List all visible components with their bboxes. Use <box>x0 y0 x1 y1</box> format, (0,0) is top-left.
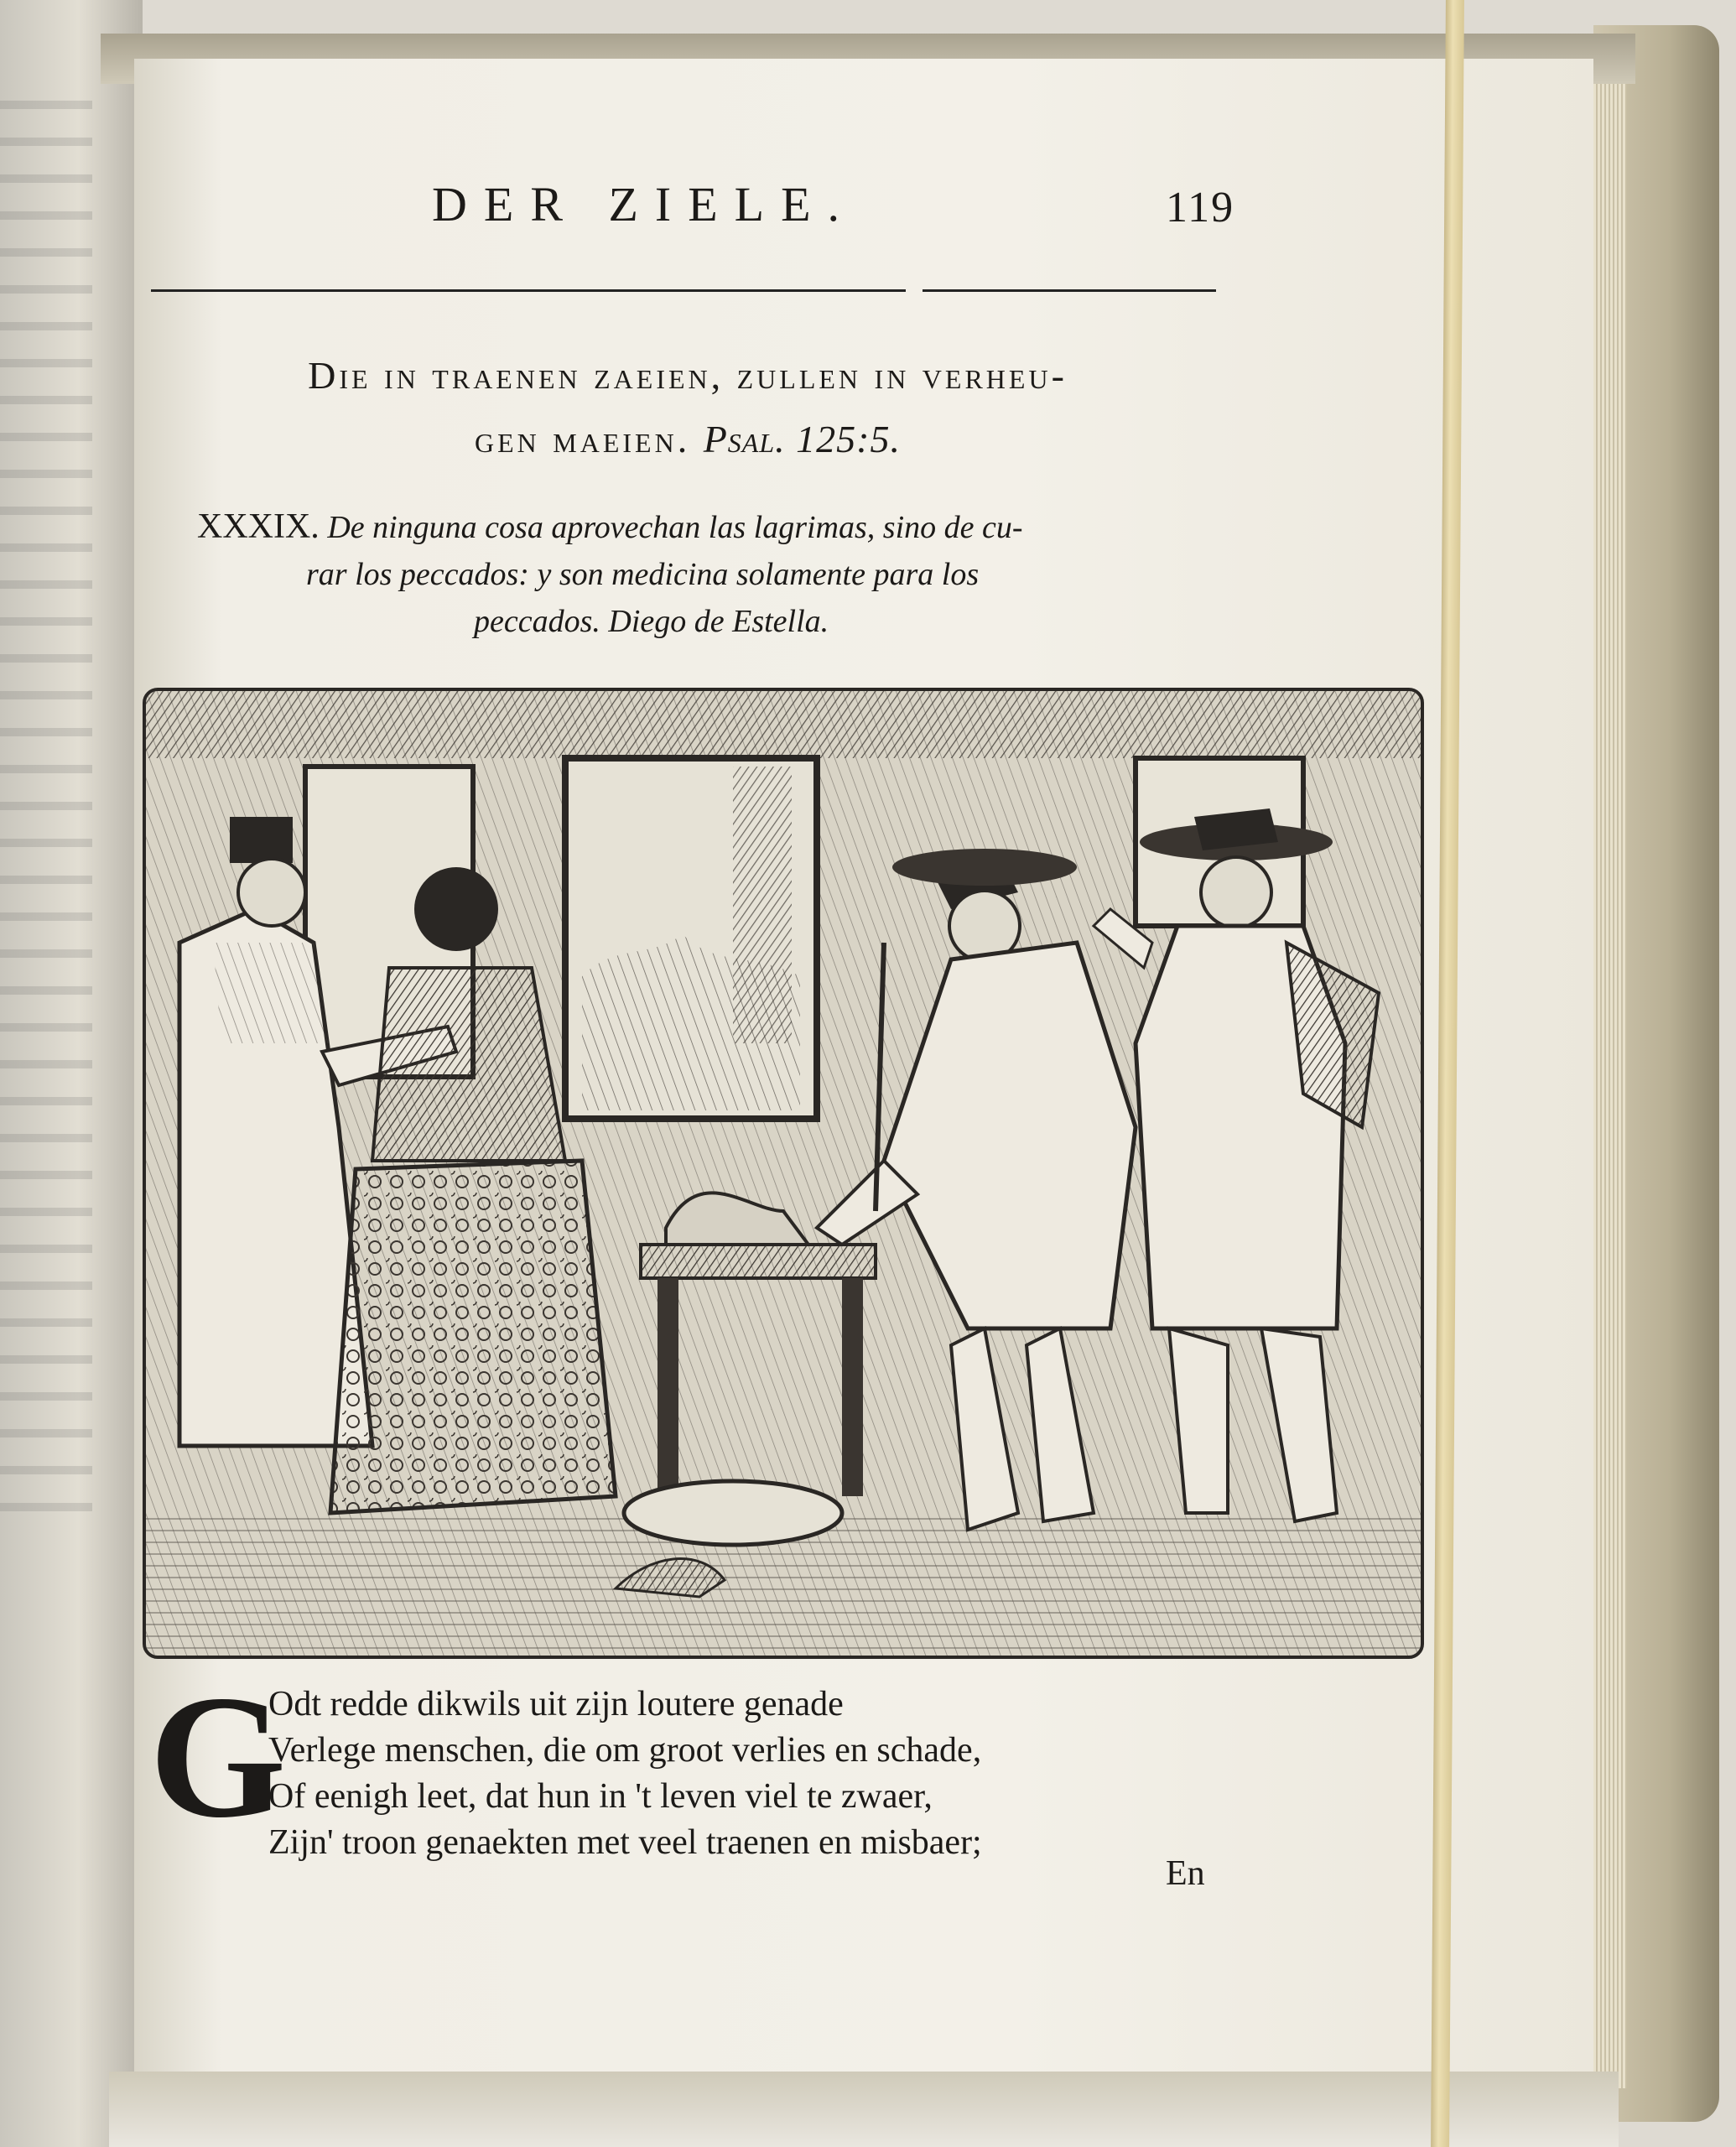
quote-number: XXXIX. <box>197 507 320 546</box>
running-title: DER ZIELE. <box>432 177 857 231</box>
catchword: En <box>1166 1854 1205 1893</box>
verse <box>268 1682 982 1866</box>
quote-line-1 <box>197 503 1145 551</box>
header-rule <box>151 289 906 292</box>
engraving-scene <box>146 691 1421 1656</box>
motto <box>134 344 1241 471</box>
psalm-reference: Psal. 125:5. <box>703 418 901 460</box>
quote-line-3: peccados. Diego de Estella. <box>474 604 829 639</box>
verse-line-2: Verlege menschen, die om groot verlies en schade, <box>268 1731 982 1770</box>
verse-line-3: Of eenigh leet, dat hun in 't leven viel te zwaer, <box>268 1777 933 1816</box>
engraving-illustration <box>143 688 1424 1659</box>
drop-capital: G <box>149 1660 287 1854</box>
header-rule-right <box>923 289 1216 292</box>
motto-line-1: Die in traenen zaeien, zullen in verheu- <box>308 354 1068 397</box>
quote-text-1: De ninguna cosa aprovechan las lagrimas, sino de cu- <box>327 510 1023 545</box>
bleed-through-text <box>0 101 92 1526</box>
page-number: 119 <box>1166 184 1235 231</box>
previous-page-edge <box>0 0 143 2147</box>
motto-line-2-text: gen maeien. <box>475 418 691 460</box>
quote-line-2: rar los peccados: y son medicina solamente para los <box>306 557 980 592</box>
motto-line-2 <box>134 408 1241 471</box>
bottom-page-shadow <box>109 2072 1619 2147</box>
verse-line-4: Zijn' troon genaekten met veel traenen en misbaer; <box>268 1823 982 1862</box>
spanish-quote <box>197 503 1145 645</box>
verse-line-1: Odt redde dikwils uit zijn loutere genade <box>268 1685 844 1723</box>
